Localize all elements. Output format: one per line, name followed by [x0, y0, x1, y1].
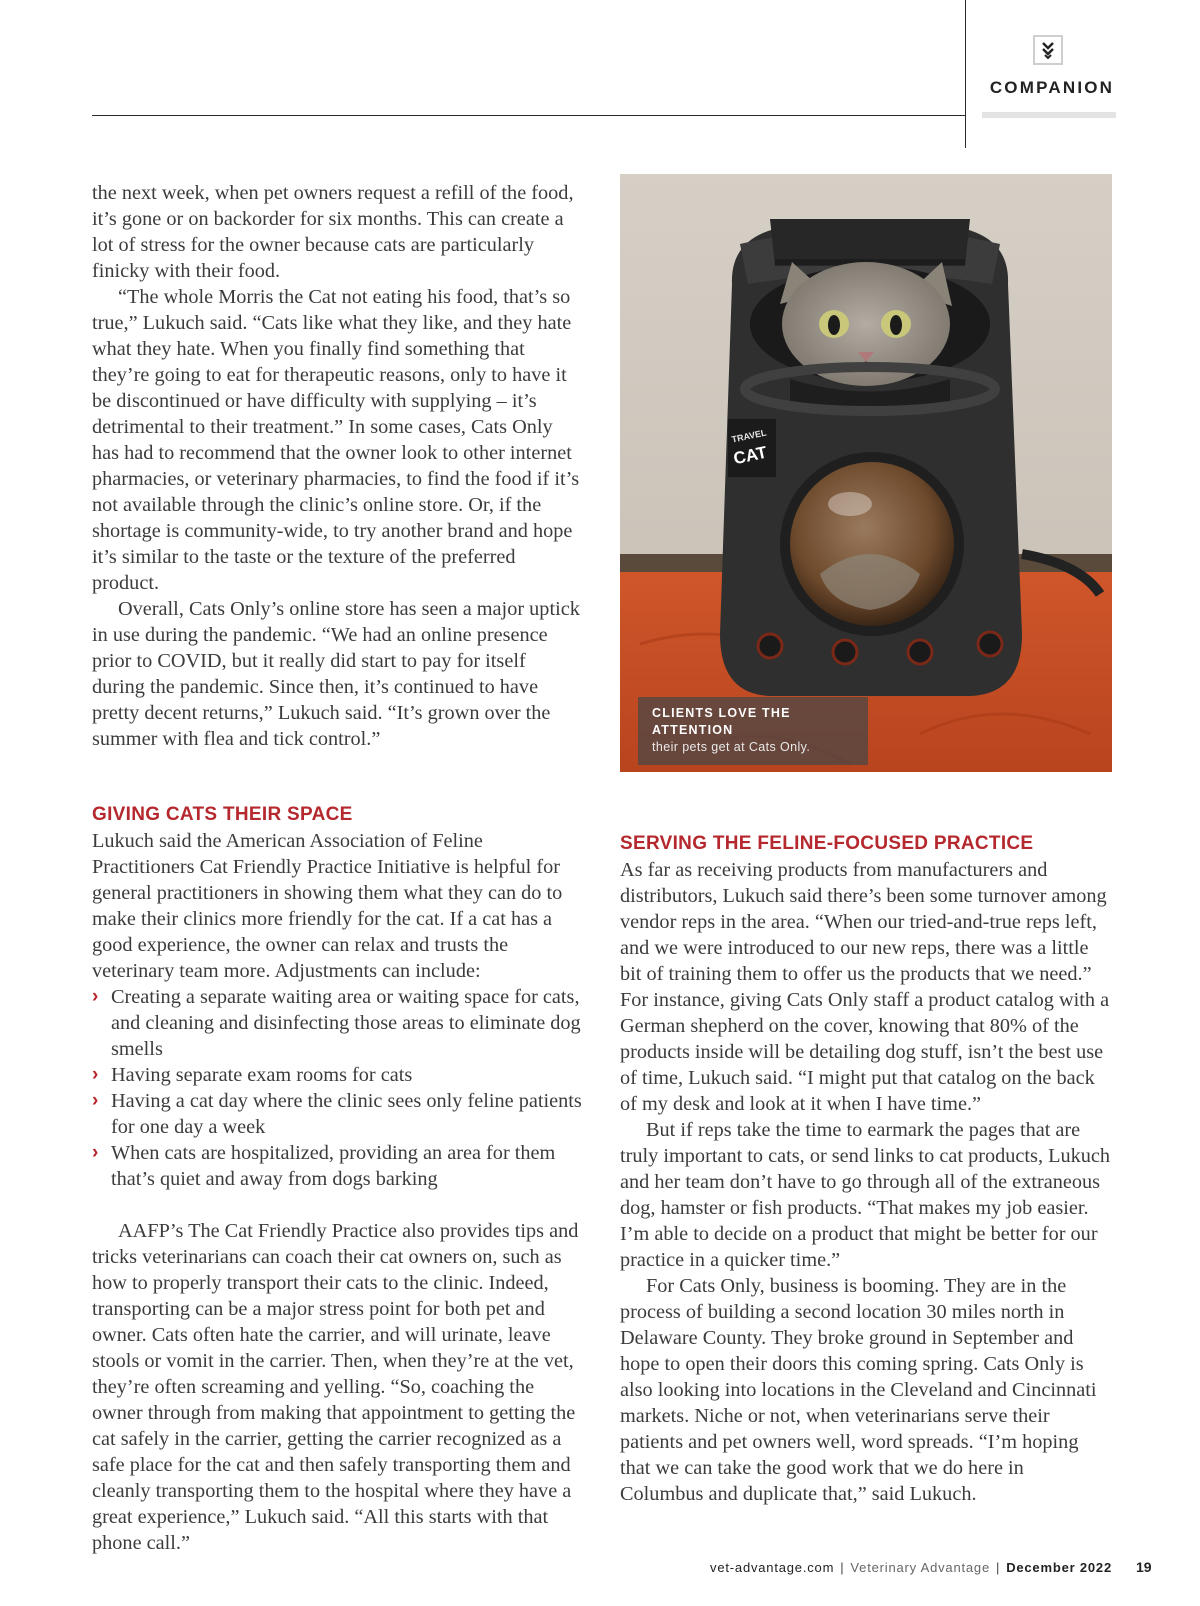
chevron-right-icon: ›: [92, 1142, 99, 1163]
footer-publication: Veterinary Advantage: [850, 1560, 990, 1575]
footer-site-link[interactable]: vet-advantage.com: [710, 1560, 835, 1575]
footer-date: December 2022: [1006, 1560, 1112, 1575]
article-right-column: [620, 831, 1112, 1507]
list-item: › Having a cat day where the clinic sees only feline patients for one day a week: [92, 1090, 582, 1138]
page-number: 19: [1136, 1559, 1152, 1575]
footer-separator: |: [996, 1560, 1001, 1575]
paragraph: AAFP’s The Cat Friendly Practice also provides tips and tricks veterinarians can coach their cat owners on, such as how to properly transport their cats to the clinic. Indeed, transporting can be a major stress point for both pet and owner. Cats often hate the carrier, and will urinate, leave stools or vomit in the carrier. Then, when they’re at the vet, they’re often screaming and yelling. “So, coaching the owner through from making that appointment to getting the cat safely in the carrier, getting the carrier recognized as a safe place for the cat and then safely transporting them and cleanly transporting them to the hospital where they have a great experience,” Lukuch said. “All this starts with that phone call.”: [92, 1220, 579, 1554]
paragraph: Overall, Cats Only’s online store has seen a major uptick in use during the pandemic. “We had an online presence prior to COVID, but it really did start to pay for itself during the pandemic. Since then, it’s continued to have pretty decent returns,” Lukuch said. “It’s grown over the summer with flea and tick control.”: [92, 598, 580, 750]
section-underline: [982, 112, 1116, 118]
paragraph: But if reps take the time to earmark the pages that are truly important to cats, or send links to cat products, Lukuch and her team don’t have to go through all of the extraneous dog, hamster or fish products. “That makes my job easier. I’m able to decide on a product that might be better for our practice in a quicker time.”: [620, 1119, 1111, 1271]
caption-text: their pets get at Cats Only.: [652, 740, 811, 754]
caption-heading: CLIENTS LOVE THE ATTENTION: [652, 706, 791, 737]
photo-caption: [638, 697, 868, 765]
adjustments-list: [92, 984, 582, 1192]
list-item: › Having separate exam rooms for cats: [92, 1064, 413, 1086]
list-item: › When cats are hospitalized, providing an area for them that’s quiet and away from dogs barking: [92, 1142, 556, 1190]
subheading-serving-feline-practice: SERVING THE FELINE-FOCUSED PRACTICE: [620, 833, 1034, 854]
article-left-column: [92, 180, 582, 1556]
paragraph: Lukuch said the American Association of Feline Practitioners Cat Friendly Practice Initiative is helpful for general practitioners in showing them what they can do to make their clinics more friendly for the cat. If a cat has a good experience, the owner can relax and trusts the veterinary team more. Adjustments can include:: [92, 830, 563, 982]
page-footer: [710, 1560, 1112, 1575]
carrier-brand-line1: TRAVEL: [730, 427, 768, 445]
publication-logo-icon: [1033, 35, 1063, 65]
list-item: › Creating a separate waiting area or waiting space for cats, and cleaning and disinfecting those areas to eliminate dog smells: [92, 986, 581, 1060]
paragraph: “The whole Morris the Cat not eating his food, that’s so true,” Lukuch said. “Cats like what they like, and they hate what they hate. When you finally find something that they’re going to eat for therapeutic reasons, only to have it be discontinued or have difficulty with supplying – it’s detrimental to their treatment.” In some cases, Cats Only has had to recommend that the owner look to other internet pharmacies, or veterinary pharmacies, to find the food if it’s not available through the clinic’s online store. Or, if the shortage is community-wide, to try another brand and hope it’s similar to the taste or the texture of the preferred product.: [92, 286, 580, 594]
paragraph: the next week, when pet owners request a refill of the food, it’s gone or on backorder for six months. This can create a lot of stress for the owner because cats are particularly finicky with their food.: [92, 182, 574, 282]
chevron-right-icon: ›: [92, 986, 99, 1007]
paragraph: For Cats Only, business is booming. They are in the process of building a second location 30 miles north in Delaware County. They broke ground in September and hope to open their doors this coming spring. Cats Only is also looking into locations in the Cleveland and Cincinnati markets. Niche or not, when veterinarians serve their patients and pet owners well, word spreads. “I’m hoping that we can take the good work that we do here in Columbus and duplicate that,” said Lukuch.: [620, 1275, 1097, 1505]
chevron-right-icon: ›: [92, 1064, 99, 1085]
carrier-brand-line2: CAT: [731, 442, 769, 469]
cat-carrier-photo: [620, 174, 1112, 772]
footer-separator: |: [840, 1560, 845, 1575]
subheading-giving-cats-space: GIVING CATS THEIR SPACE: [92, 804, 353, 825]
chevron-right-icon: ›: [92, 1090, 99, 1111]
header-rule: [92, 115, 965, 116]
section-label: COMPANION: [989, 78, 1115, 97]
paragraph: As far as receiving products from manufacturers and distributors, Lukuch said there’s been some turnover among vendor reps in the area. “When our tried-and-true reps left, and we were introduced to our new reps, there was a little bit of training them to offer us the products that we need.” For instance, giving Cats Only staff a product catalog with a German shepherd on the cover, knowing that 80% of the products inside will be detailing dog stuff, isn’t the best use of time, Lukuch said. “I might put that catalog on the back of my desk and look at it when I have time.”: [620, 859, 1110, 1115]
header-divider: [965, 0, 966, 148]
cat-in-backpack-illustration: [620, 174, 1112, 772]
